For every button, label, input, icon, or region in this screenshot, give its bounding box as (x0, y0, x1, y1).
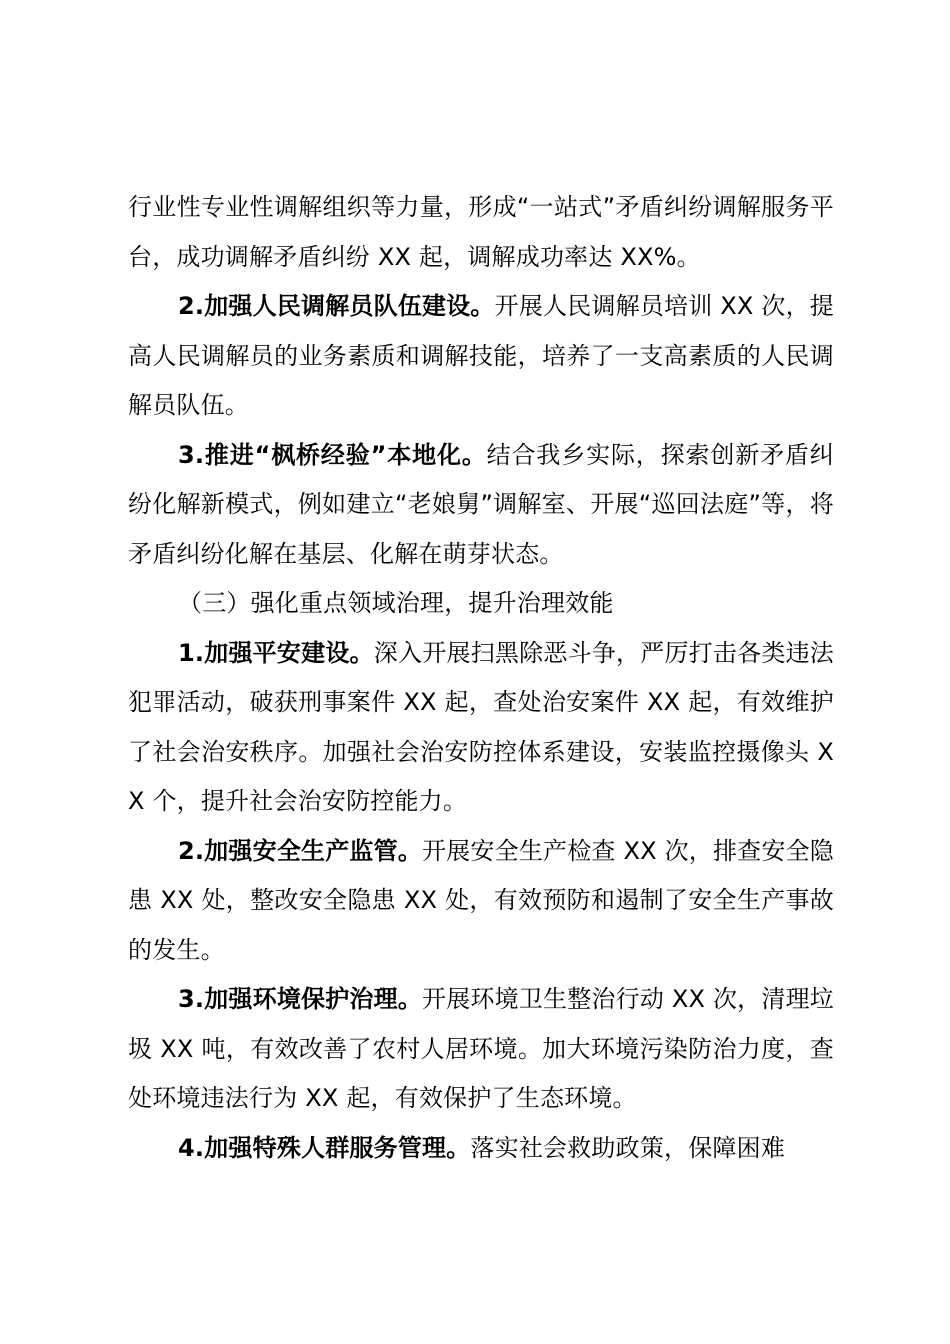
paragraph-special-groups (128, 1124, 834, 1174)
paragraph-environment (128, 975, 834, 1124)
paragraph-text: 结合我乡实际，探索创新矛盾纠纷化解新模式，例如建立“老娘舅”调解室、开展“巡回法庭”等，将矛盾纠纷化解在基层、化解在萌芽状态。 (128, 440, 834, 568)
paragraph-heading: 1.加强平安建设。 (178, 638, 374, 667)
paragraph-heading: 2.加强安全生产监管。 (178, 836, 423, 865)
paragraph-safety-construction (128, 629, 834, 827)
paragraph-production-safety (128, 827, 834, 976)
paragraph-fengqiao-experience (128, 431, 834, 580)
paragraph-heading: 4.加强特殊人群服务管理。 (178, 1133, 471, 1162)
paragraph-heading: 2.加强人民调解员队伍建设。 (178, 292, 495, 320)
section-heading (128, 579, 834, 629)
document-body (128, 183, 834, 1173)
paragraph-text: 深入开展扫黑除恶斗争，严厉打击各类违法犯罪活动，破获刑事案件 XX 起，查处治安案件 XX 起，有效维护了社会治安秩序。加强社会治安防控体系建设，安装监控摄像头 XX 个，提升社会治安防控能力。 (128, 638, 834, 815)
paragraph-heading: 3.推进“枫桥经验”本地化。 (178, 440, 487, 469)
paragraph-mediator-team (128, 282, 834, 431)
paragraph-text: 开展人民调解员培训 XX 次，提高人民调解员的业务素质和调解技能，培养了一支高素质的人民调解员队伍。 (128, 292, 834, 419)
section-heading-text: （三）强化重点领域治理，提升治理效能 (178, 589, 614, 617)
paragraph-text: 行业性专业性调解组织等力量，形成“一站式”矛盾纠纷调解服务平台，成功调解矛盾纠纷 XX 起，调解成功率达 XX%。 (128, 193, 834, 271)
paragraph-text: 落实社会救助政策，保障困难 (470, 1133, 786, 1162)
paragraph-text: 开展安全生产检查 XX 次，排查安全隐患 XX 处，整改安全隐患 XX 处，有效预防和遏制了安全生产事故的发生。 (128, 836, 834, 964)
paragraph-text: 开展环境卫生整治行动 XX 次，清理垃圾 XX 吨，有效改善了农村人居环境。加大环境污染防治力度，查处环境违法行为 XX 起，有效保护了生态环境。 (128, 985, 834, 1112)
paragraph-continuation (128, 183, 834, 282)
paragraph-heading: 3.加强环境保护治理。 (178, 985, 423, 1013)
